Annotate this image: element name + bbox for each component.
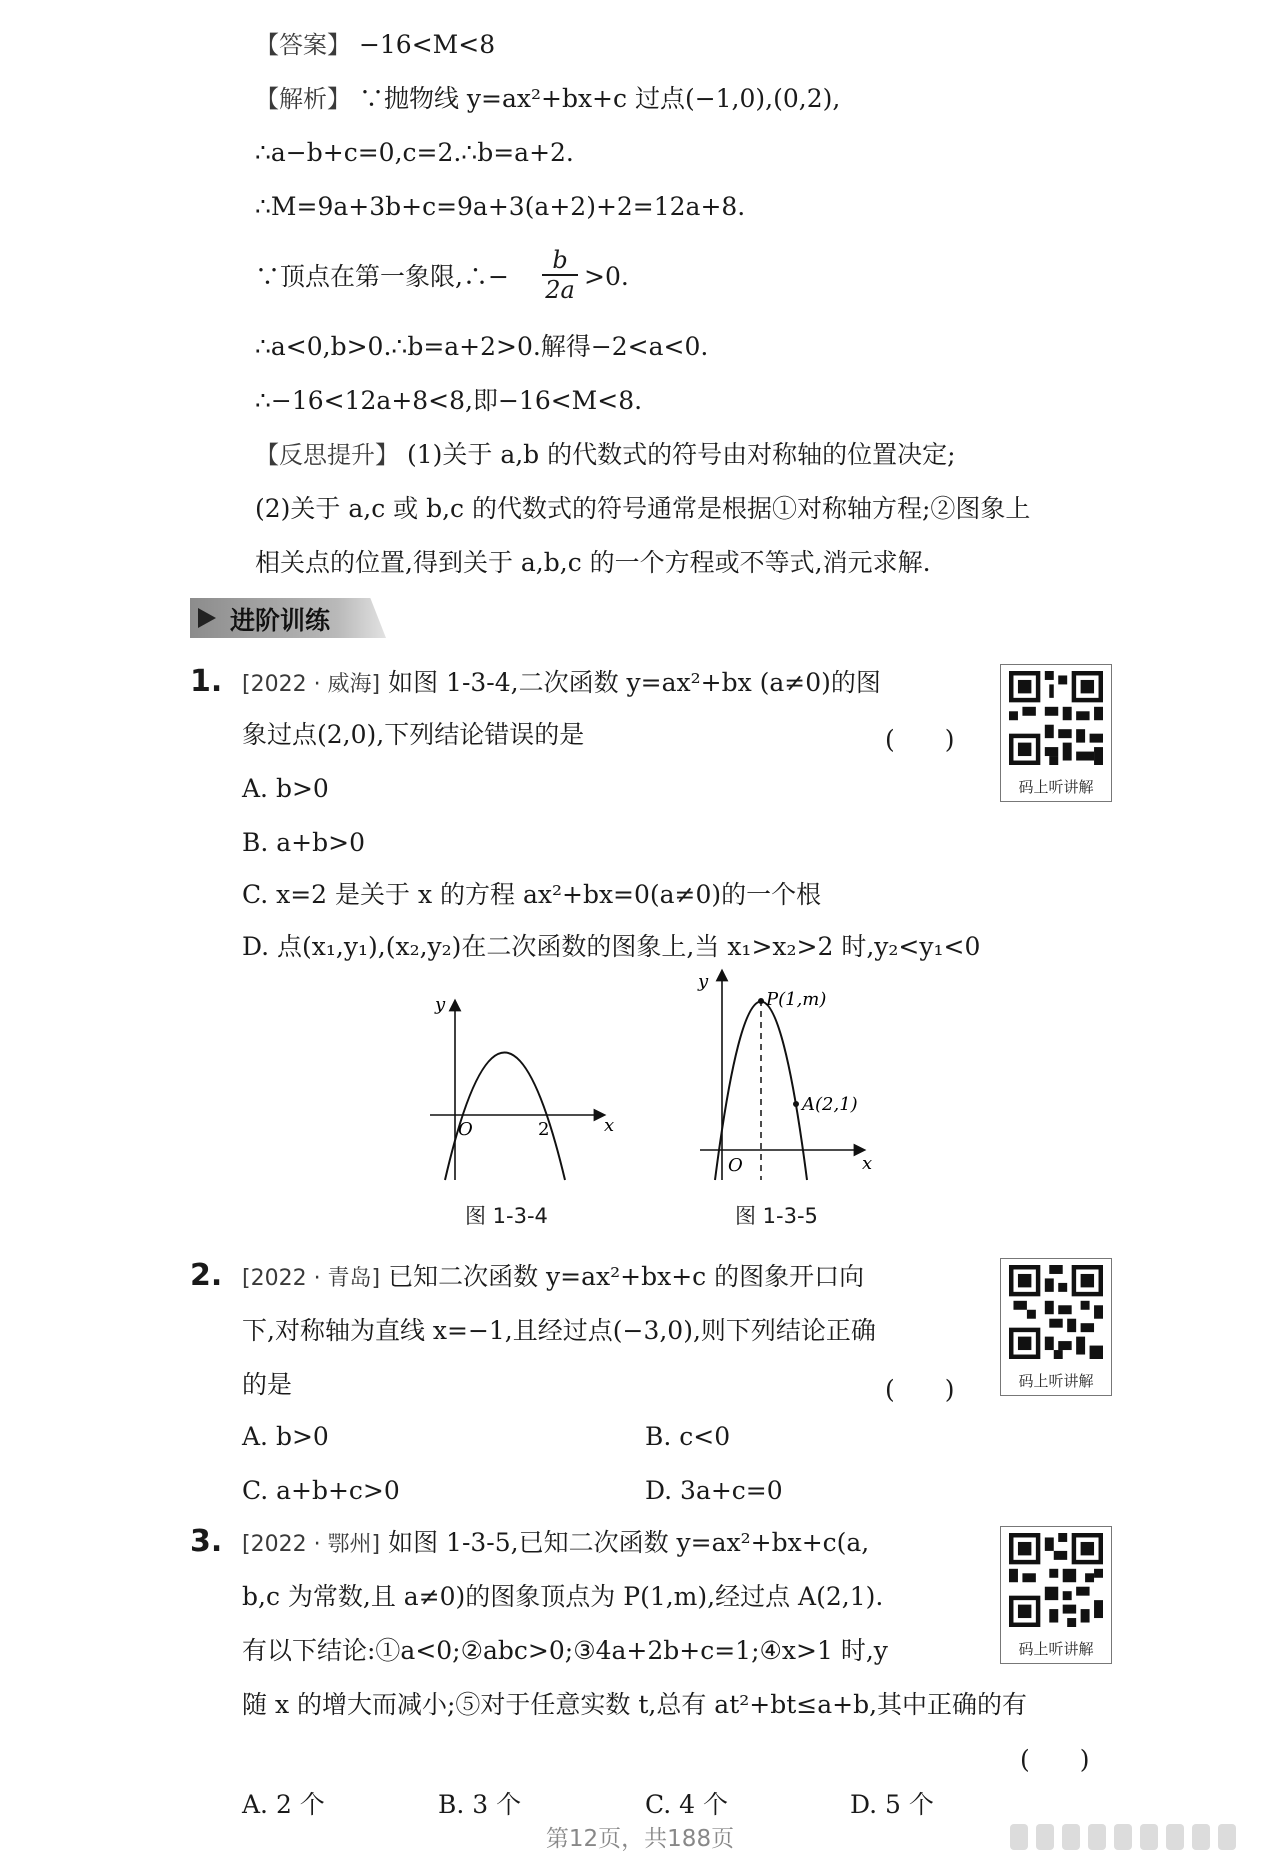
point-a-label: A(2,1) xyxy=(802,1094,858,1115)
analysis-line-3: ∴M=9a+3b+c=9a+3(a+2)+2=12a+8. xyxy=(255,192,746,221)
q1-option-b[interactable]: B. a+b>0 xyxy=(242,828,365,857)
q2-number: 2. xyxy=(190,1258,223,1293)
q3-option-d[interactable]: D. 5 个 xyxy=(850,1790,934,1819)
q3-line-4: 随 x 的增大而减小;⑤对于任意实数 t,总有 at²+bt≤a+b,其中正确的有 xyxy=(242,1690,1028,1719)
reflection-line-2: (2)关于 a,c 或 b,c 的代数式的符号通常是根据①对称轴方程;②图象上 xyxy=(255,494,1031,523)
page-edge-icon xyxy=(1010,1820,1260,1854)
page-footer: 第12页，共188页 xyxy=(545,1826,735,1852)
q3-option-a[interactable]: A. 2 个 xyxy=(242,1790,325,1819)
fraction-after: >0. xyxy=(584,262,629,291)
qr-caption: 码上听讲解 xyxy=(1018,1372,1094,1390)
section-title: 进阶训练 xyxy=(230,606,331,635)
qr-code-q3[interactable] xyxy=(1000,1526,1112,1664)
reflection-line-3: 相关点的位置,得到关于 a,b,c 的一个方程或不等式,消元求解. xyxy=(255,548,931,577)
analysis-tag: 【解析】 xyxy=(255,85,351,113)
q1-answer-paren[interactable]: ( ) xyxy=(885,725,955,754)
arrow-icon xyxy=(198,608,216,628)
q3-source: [2022 · 鄂州] xyxy=(242,1532,381,1557)
analysis-line-5: ∴a<0,b>0.∴b=a+2>0.解得−2<a<0. xyxy=(255,332,709,361)
reflection-tag: 【反思提升】 xyxy=(255,441,399,469)
q1-number: 1. xyxy=(190,664,223,699)
figure-1-3-4-caption: 图 1-3-4 xyxy=(465,1204,548,1228)
q3-answer-paren[interactable]: ( ) xyxy=(1020,1745,1090,1774)
answer-text: −16<M<8 xyxy=(358,30,496,59)
parabola xyxy=(445,1053,565,1181)
analysis-line-1 xyxy=(255,82,840,116)
origin-label: O xyxy=(728,1155,743,1176)
analysis-line-2: ∴a−b+c=0,c=2.∴b=a+2. xyxy=(255,138,574,167)
q1-source: [2022 · 威海] xyxy=(242,672,381,697)
q3-option-c[interactable]: C. 4 个 xyxy=(645,1790,728,1819)
y-axis-label: y xyxy=(698,971,709,992)
q2-answer-paren[interactable]: ( ) xyxy=(885,1375,955,1404)
q1-line-2: 象过点(2,0),下列结论错误的是 xyxy=(242,720,585,749)
origin-label: O xyxy=(458,1119,473,1140)
fraction-numerator: b xyxy=(552,246,568,274)
x-axis-label: x xyxy=(604,1115,615,1136)
qr-icon xyxy=(1009,1533,1103,1627)
q3-stem: 如图 1-3-5,已知二次函数 y=ax²+bx+c(a, xyxy=(388,1528,870,1557)
q2-line-3: 的是 xyxy=(242,1370,293,1399)
answer-tag: 【答案】 xyxy=(255,31,351,59)
qr-caption: 码上听讲解 xyxy=(1018,778,1094,796)
q3-number: 3. xyxy=(190,1524,223,1559)
q2-option-c[interactable]: C. a+b+c>0 xyxy=(242,1476,400,1505)
q2-line-2: 下,对称轴为直线 x=−1,且经过点(−3,0),则下列结论正确 xyxy=(242,1316,876,1345)
q1-option-c[interactable]: C. x=2 是关于 x 的方程 ax²+bx=0(a≠0)的一个根 xyxy=(242,880,822,909)
answer-line xyxy=(255,28,495,62)
vertex-label: P(1,m) xyxy=(766,989,827,1010)
reflection-text: (1)关于 a,b 的代数式的符号由对称轴的位置决定; xyxy=(406,440,956,469)
q2-option-a[interactable]: A. b>0 xyxy=(242,1422,329,1451)
analysis-text: ∵抛物线 y=ax²+bx+c 过点(−1,0),(0,2), xyxy=(358,84,841,113)
q2-line-1 xyxy=(242,1260,864,1296)
qr-icon xyxy=(1009,1265,1103,1359)
qr-code-q2[interactable] xyxy=(1000,1258,1112,1396)
qr-caption: 码上听讲解 xyxy=(1018,1640,1094,1658)
qr-code-q1[interactable] xyxy=(1000,664,1112,802)
q3-line-2: b,c 为常数,且 a≠0)的图象顶点为 P(1,m),经过点 A(2,1). xyxy=(242,1582,884,1611)
q1-option-d[interactable]: D. 点(x₁,y₁),(x₂,y₂)在二次函数的图象上,当 x₁>x₂>2 时,y₂<y₁<0 xyxy=(242,932,981,961)
q2-option-b[interactable]: B. c<0 xyxy=(645,1422,731,1451)
q3-line-1 xyxy=(242,1526,869,1562)
q1-stem: 如图 1-3-4,二次函数 y=ax²+bx (a≠0)的图 xyxy=(388,668,881,697)
point-a xyxy=(793,1101,799,1107)
reflection-line-1 xyxy=(255,438,956,472)
figure-1-3-5-caption: 图 1-3-5 xyxy=(735,1204,818,1228)
root-label: 2 xyxy=(538,1119,550,1140)
y-axis-label: y xyxy=(435,994,446,1015)
section-header xyxy=(190,598,386,638)
q1-line-1 xyxy=(242,666,881,702)
vertex-point xyxy=(758,998,764,1004)
analysis-line-6: ∴−16<12a+8<8,即−16<M<8. xyxy=(255,386,643,415)
q2-source: [2022 · 青岛] xyxy=(242,1266,381,1291)
fraction-b-over-2a xyxy=(540,246,580,304)
q2-option-d[interactable]: D. 3a+c=0 xyxy=(645,1476,783,1505)
qr-icon xyxy=(1009,671,1103,765)
figure-1-3-4 xyxy=(420,985,620,1185)
q3-option-b[interactable]: B. 3 个 xyxy=(438,1790,522,1819)
q2-stem: 已知二次函数 y=ax²+bx+c 的图象开口向 xyxy=(388,1262,865,1291)
figure-1-3-5 xyxy=(690,965,890,1185)
analysis-line-4: ∵顶点在第一象限,∴− xyxy=(255,262,509,291)
q3-line-3: 有以下结论:①a<0;②abc>0;③4a+2b+c=1;④x>1 时,y xyxy=(242,1636,888,1665)
fraction-denominator: 2a xyxy=(545,276,575,304)
x-axis-label: x xyxy=(862,1153,873,1174)
q1-option-a[interactable]: A. b>0 xyxy=(242,774,329,803)
